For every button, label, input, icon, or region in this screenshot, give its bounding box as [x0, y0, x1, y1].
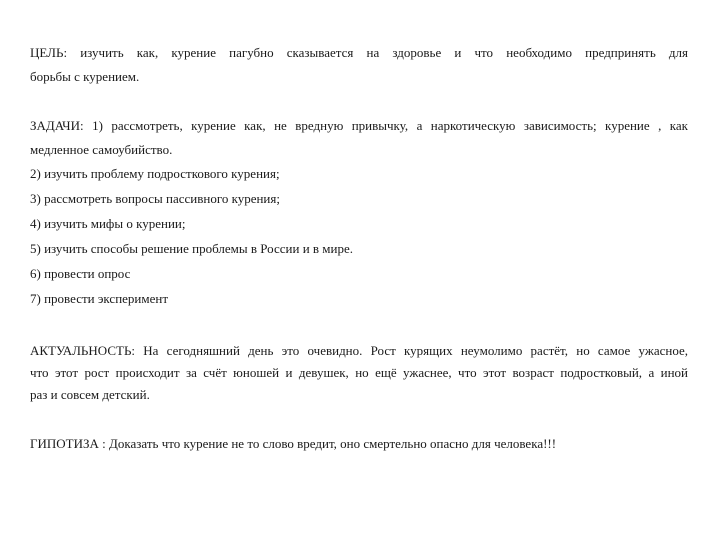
- relevance-text-2: что этот рост происходит за счёт юношей и девушек, но ещё ужаснее, что этот возраст подростковый, а иной: [30, 365, 688, 380]
- relevance-paragraph: [30, 343, 688, 403]
- task-item-4: 4) изучить мифы о курении;: [30, 216, 186, 231]
- tasks-list: [30, 166, 688, 316]
- tasks-text-1: 1) рассмотреть, курение как, не вредную привычку, а наркотическую зависимость; курение , как: [92, 118, 688, 133]
- tasks-text-2: медленное самоубийство.: [30, 142, 173, 157]
- hypothesis-line: [30, 436, 688, 452]
- relevance-text-3: раз и совсем детский.: [30, 387, 150, 402]
- goal-text-2: борьбы с курением.: [30, 69, 140, 84]
- task-item-2: 2) изучить проблему подросткового курения;: [30, 166, 280, 181]
- relevance-label: АКТУАЛЬНОСТЬ:: [30, 343, 136, 358]
- tasks-paragraph: [30, 118, 688, 158]
- tasks-line-1: [30, 118, 688, 142]
- task-item-6: 6) провести опрос: [30, 266, 131, 281]
- task-item-5: 5) изучить способы решение проблемы в России и в мире.: [30, 241, 353, 256]
- relevance-text-1: На сегодняшний день это очевидно. Рост курящих неумолимо растёт, но самое ужасное,: [143, 343, 689, 358]
- tasks-label: ЗАДАЧИ:: [30, 118, 84, 133]
- task-item-3: 3) рассмотреть вопросы пассивного курения;: [30, 191, 280, 206]
- goal-text-1: изучить как, курение пагубно сказывается на здоровье и что необходимо предпринять для: [80, 45, 688, 60]
- task-item-7: 7) провести эксперимент: [30, 291, 169, 306]
- hypothesis-text: Доказать что курение не то слово вредит, оно смертельно опасно для человека!!!: [109, 436, 557, 451]
- goal-label: ЦЕЛЬ:: [30, 45, 68, 60]
- relevance-line-1: [30, 343, 688, 365]
- hypothesis-paragraph: [30, 436, 688, 452]
- goal-line-1: [30, 45, 688, 69]
- goal-paragraph: [30, 45, 688, 85]
- hypothesis-label: ГИПОТИЗА :: [30, 436, 106, 451]
